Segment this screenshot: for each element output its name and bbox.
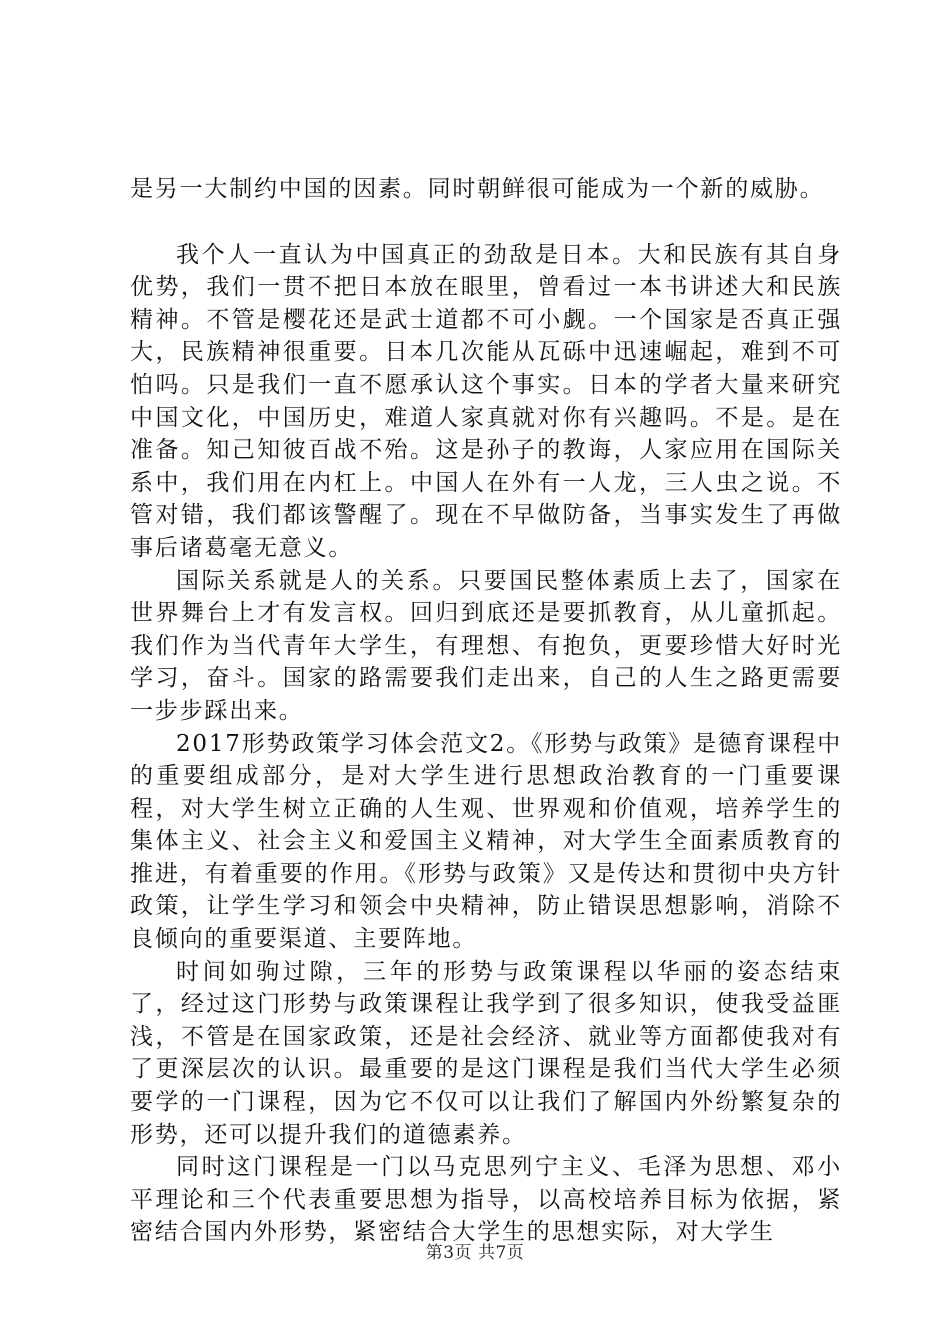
paragraph-japan-rival: 我个人一直认为中国真正的劲敌是日本。大和民族有其自身优势，我们一贯不把日本放在眼里，曾看过一本书讲述大和民族精神。不管是樱花还是武士道都不可小觑。一个国家是否真正强大，民族精神很重要。日本几次能从瓦砾中迅速崛起，难到不可怕吗。只是我们一直不愿承认这个事实。日本的学者大量来研究中国文化，中国历史，难道人家真就对你有兴趣吗。不是。是在准备。知己知彼百战不殆。这是孙子的教诲，人家应用在国际关系中，我们用在内杠上。中国人在外有一人龙，三人虫之说。不管对错，我们都该警醒了。现在不早做防备，当事实发生了再做事后诸葛毫无意义。: [130, 241, 842, 561]
paragraph-course-reflection: 时间如驹过隙，三年的形势与政策课程以华丽的姿态结束了，经过这门形势与政策课程让我学到了很多知识，使我受益匪浅，不管是在国家政策，还是社会经济、就业等方面都使我对有了更深层次的认识。最重要的是这门课程是我们当代大学生必须要学的一门课程，因为它不仅可以让我们了解国内外纷繁复杂的形势，还可以提升我们的道德素养。: [130, 958, 842, 1148]
page-number: 第3页 共7页: [425, 1243, 525, 1263]
paragraph-course-guidance: 同时这门课程是一门以马克思列宁主义、毛泽为思想、邓小平理论和三个代表重要思想为指导，以高校培养目标为依据，紧密结合国内外形势，紧密结合大学生的思想实际，对大学生: [130, 1154, 842, 1246]
paragraph-sample-essay-2: 2017形势政策学习体会范文2。《形势与政策》是德育课程中的重要组成部分，是对大学生进行思想政治教育的一门重要课程，对大学生树立正确的人生观、世界观和价值观，培养学生的集体主义、社会主义和爱国主义精神，对大学生全面素质教育的推进，有着重要的作用。《形势与政策》又是传达和贯彻中央方针政策，让学生学习和领会中央精神，防止错误思想影响，消除不良倾向的重要渠道、主要阵地。: [130, 730, 842, 953]
paragraph-international-relations: 国际关系就是人的关系。只要国民整体素质上去了，国家在世界舞台上才有发言权。回归到底还是要抓教育，从儿童抓起。我们作为当代青年大学生，有理想、有抱负，更要珍惜大好时光学习，奋斗。国家的路需要我们走出来，自己的人生之路更需要一步步踩出来。: [130, 567, 842, 724]
page-footer: [0, 1241, 950, 1265]
paragraph-continuation: 是另一大制约中国的因素。同时朝鲜很可能成为一个新的威胁。: [130, 176, 825, 202]
document-body: [130, 173, 842, 1249]
